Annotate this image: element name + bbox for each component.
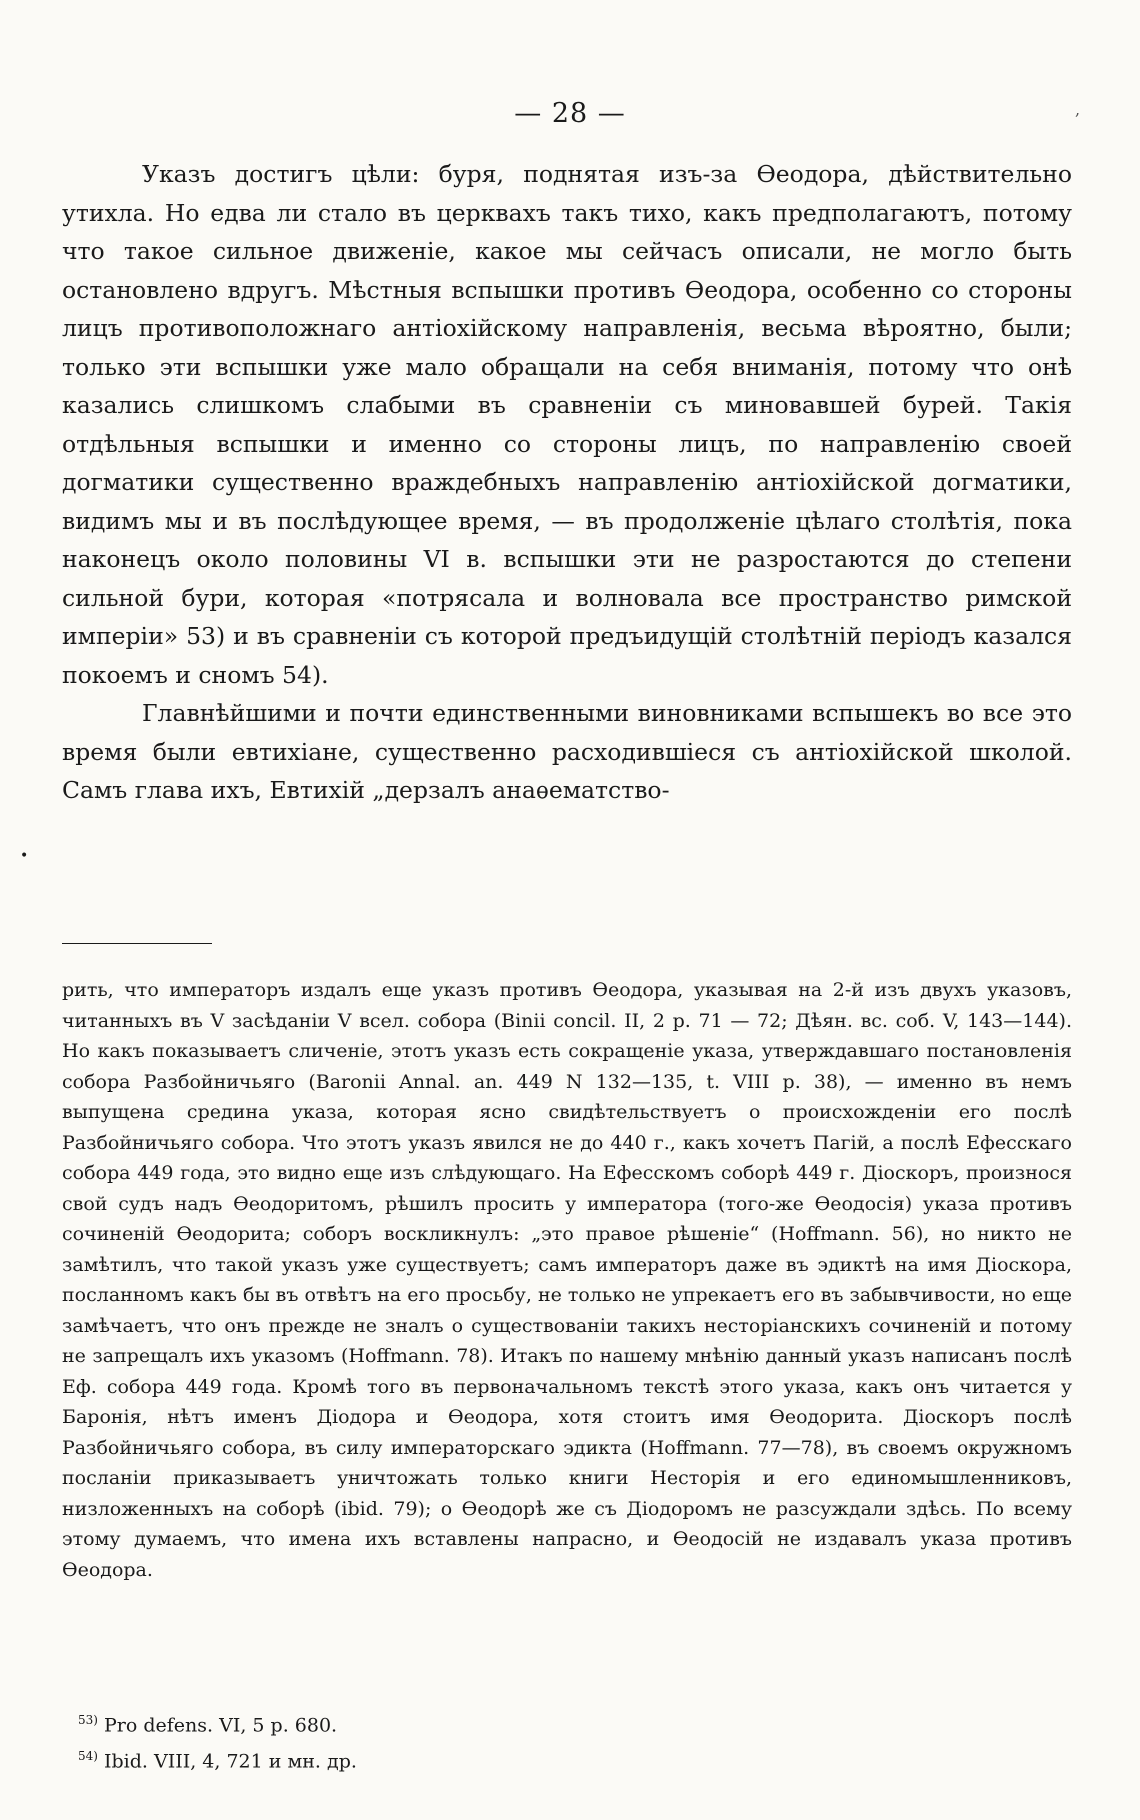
- footnote-continuation: рить, что императоръ издалъ еще указъ противъ Ѳеодора, указывая на 2-й изъ двухъ указовъ, читанныхъ въ V засѣданіи V всел. собора (Binii concil. II, 2 p. 71 — 72; Дѣян. вс. соб. V, 143—144). Но какъ показываетъ сличеніе, этотъ указъ есть сокращеніе указа, утверждавшаго постановленія собора Разбойничьяго (Baronii Annal. an. 449 N 132—135, t. VIII p. 38), — именно въ немъ выпущена средина указа, которая ясно свидѣтельствуетъ о происхожденіи его послѣ Разбойничьяго собора. Что этотъ указъ явился не до 440 г., какъ хочетъ Пагій, а послѣ Ефесскаго собора 449 года, это видно еще изъ слѣдующаго. На Ефесскомъ соборѣ 449 г. Діоскоръ, произнося свой судъ надъ Ѳеодоритомъ, рѣшилъ просить у императора (того-же Ѳеодосія) указа противъ сочиненій Ѳеодорита; соборъ воскликнулъ: „это правое рѣшеніе“ (Hoffmann. 56), но никто не замѣтилъ, что такой указъ уже существуетъ; самъ императоръ даже въ эдиктѣ на имя Діоскора, посланномъ какъ бы въ отвѣтъ на его просьбу, не только не упрекаетъ его въ забывчивости, но еще замѣчаетъ, что онъ прежде не зналъ о существованіи такихъ несторіанскихъ сочиненій и потому не запрещалъ ихъ указомъ (Hoffmann. 78). Итакъ по нашему мнѣнію данный указъ написанъ послѣ Еф. собора 449 года. Кромѣ того въ первоначальномъ текстѣ этого указа, какъ онъ читается у Баронія, нѣтъ именъ Діодора и Ѳеодора, хотя стоитъ имя Ѳеодорита. Діоскоръ послѣ Разбойничьяго собора, въ силу императорскаго эдикта (Hoffmann. 77—78), въ своемъ окружномъ посланіи приказываетъ уничтожать только книги Несторія и его единомышленниковъ, низложенныхъ на соборѣ (ibid. 79); о Ѳеодорѣ же съ Діодоромъ не разсуждали здѣсь. По всему этому думаемъ, что имена ихъ вставлены напрасно, и Ѳеодосій не издавалъ указа противъ Ѳеодора.: [62, 979, 1072, 1581]
- footnote-divider: [62, 943, 212, 944]
- footnote-mark: 54): [78, 1749, 98, 1764]
- margin-mark: ,: [1075, 100, 1081, 119]
- margin-dot: •: [20, 848, 29, 864]
- footnote-54: [78, 1741, 1078, 1777]
- footnotes: [78, 1705, 1078, 1778]
- paragraph-1: Указъ достигъ цѣли: буря, поднятая изъ-за Ѳеодора, дѣйствительно утихла. Но едва ли стало въ церквахъ такъ тихо, какъ предполагаютъ, потому что такое сильное движеніе, какое мы сейчасъ описали, не могло быть остановлено вдругъ. Мѣстныя вспышки противъ Ѳеодора, особенно со стороны лицъ противоположнаго антіохійскому направленія, весьма вѣроятно, были; только эти вспышки уже мало обращали на себя вниманія, потому что онѣ казались слишкомъ слабыми въ сравненіи съ миновавшей бурей. Такія отдѣльныя вспышки и именно со стороны лицъ, по направленію своей догматики существенно враждебныхъ направленію антіохійской догматики, видимъ мы и въ послѣдующее время, — въ продолженіе цѣлаго столѣтія, пока наконецъ около половины VI в. вспышки эти не разростаются до степени сильной бури, которая «потрясала и волновала все пространство римской имперіи» 53) и въ сравненіи съ которой предъидущій столѣтній періодъ казался покоемъ и сномъ 54).: [62, 160, 1072, 689]
- footnote-mark: 53): [78, 1713, 98, 1727]
- page-number: — 28 —: [514, 98, 626, 129]
- footnote-text: Ibid. VIII, 4, 721 и мн. др.: [104, 1750, 357, 1773]
- footnote-text: Pro defens. VI, 5 p. 680.: [104, 1714, 338, 1737]
- footnote-53: [78, 1705, 1078, 1741]
- main-text: [62, 155, 1072, 810]
- paragraph-2: Главнѣйшими и почти единственными виновниками вспышекъ во все это время были евтихіане, существенно расходившіеся съ антіохійской школой. Самъ глава ихъ, Евтихій „дерзалъ анаѳематство-: [62, 699, 1072, 804]
